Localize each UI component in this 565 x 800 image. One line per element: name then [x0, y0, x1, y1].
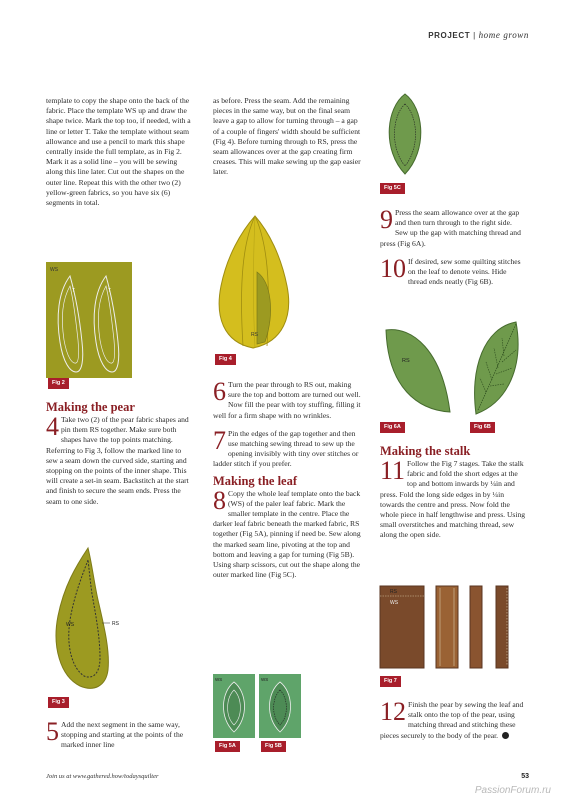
fig2-outer-template-2	[94, 276, 119, 372]
fig5b-label: Fig 5B	[261, 741, 286, 752]
fig4-rs-label: RS	[251, 332, 258, 338]
column-3-bottom	[380, 697, 526, 741]
watermark: PassionForum.ru	[474, 785, 551, 796]
fig2-outer-template-1	[58, 276, 83, 372]
col1-intro: template to copy the shape onto the back of the fabric. Place the template WS up and draw the shape twice. Mark the top too, if needed, with a line or letter T. Take the template without seam allowance and use a pencil to mark this shape centrally inside the full template, as in Fig 2. Mark it as a solid line – you will be sewing along this line later. Cut out the shapes on the outer line. Repeat this with the other two (2) yellow-green fabrics, so you have six (6) segments in total.	[46, 96, 191, 208]
fig4-label: Fig 4	[215, 354, 236, 365]
fig7-stage-3-halved	[470, 586, 482, 668]
step-9-text: Press the seam allowance over at the gap and then turn through to the right side. Sew up the gap with matching thread and press (Fig 6A).	[380, 208, 521, 248]
header-project: PROJECT	[428, 31, 471, 40]
step-10	[380, 253, 526, 288]
fig3-illustration	[46, 546, 136, 694]
fig2-t-label-2: T	[108, 288, 112, 294]
fig7-label: Fig 7	[380, 676, 401, 687]
step-5	[46, 717, 194, 751]
fig5c-illustration	[380, 90, 430, 178]
step-7-number: 7	[213, 425, 226, 455]
fig7-ws-label-1: WS	[390, 600, 399, 606]
step-9	[380, 205, 526, 249]
step-12	[380, 697, 526, 741]
page-number: 53	[521, 773, 529, 780]
step-8	[213, 485, 361, 581]
fig5c-drawing	[380, 90, 430, 178]
fig5c-leaf-cut	[389, 94, 421, 174]
step-12-number: 12	[380, 697, 406, 726]
fig2-label: Fig 2	[48, 378, 69, 389]
column-2	[213, 96, 361, 178]
step-6-number: 6	[213, 377, 226, 406]
column-1	[46, 96, 194, 208]
column-1-lower	[46, 396, 194, 507]
step-6-text: Turn the pear through to RS out, making sure the top and bottom are turned out well. Now fill the pear with toy stuffing, filling it well for a firm shape with no wrinkles.	[213, 380, 361, 420]
step-4-text: Take two (2) of the pear fabric shapes and pin them RS together. Make sure both shapes have the top points matching. Referring to Fig 3, follow the marked line to sew a seam down the curved side, starting and stopping on the points of the inner shape. This will create a set-in seam. Backstitch at the start and finish to secure the seam ends. Press the seam to one side.	[46, 415, 189, 506]
step-12-text: Finish the pear by sewing the leaf and stalk onto the top of the pear, using matching thread and stitching these pieces securely to the body of the pear.	[380, 700, 524, 740]
fig6b-leaf	[475, 322, 518, 414]
fig6a-rs-label: RS	[402, 358, 410, 364]
fig7-stalk-stages-drawing	[378, 584, 528, 672]
heading-making-the-leaf: Making the leaf	[213, 473, 298, 488]
fig5c-label: Fig 5C	[380, 183, 405, 194]
step-8-text: Copy the whole leaf template onto the back (WS) of the paler leaf fabric. Mark the smaller template in the centre. Place the darker leaf fabric beneath the marked fabric, RS together (Fig 5A), pinning if need be. Sew along the marked seam line, pivoting at the top and bottom and leaving a gap for turning (Fig 5B). Using sharp scissors, cut out the shape along the outer marked line (Fig 5C).	[213, 488, 361, 580]
step-5-text: Add the next segment in the same way, stopping and starting at the points of the marked inner line	[61, 720, 184, 750]
fig2-inner-template-1	[62, 286, 78, 363]
fig5a-leaf-outline	[223, 682, 244, 732]
step-5-number: 5	[46, 717, 59, 746]
fig5a-illustration	[213, 674, 255, 738]
footer-join-link[interactable]: Join us at www.gathered.how/todaysquilter	[46, 773, 159, 780]
fig3-ws-label: WS	[66, 622, 75, 628]
step-7-text: Pin the edges of the gap together and then use matching sewing thread to sew up the opening invisibly with tiny over stitches or ladder stitch if you prefer.	[213, 428, 359, 469]
fig2-ws-label: WS	[50, 267, 59, 273]
heading-making-the-stalk: Making the stalk	[380, 444, 471, 458]
fig2-inner-template-2	[98, 286, 114, 363]
fig4-pear-drawing	[213, 212, 297, 352]
fig6a-drawing	[378, 322, 456, 418]
fig5a-label: Fig 5A	[215, 741, 240, 752]
fig5b-ws-label: WS	[261, 677, 269, 682]
fig6a-illustration	[378, 322, 456, 418]
running-header	[428, 30, 529, 40]
column-2-lower	[213, 377, 361, 580]
col2-intro: as before. Press the seam. Add the remaining pieces in the same way, but on the final seam leave a gap to allow for turning through – a gap of a couple of fingers' width should be sufficient (Fig 4). Before turning through to RS, press the seam allowances over at the gap creating firm creases. This will make sewing up the gap easier later.	[213, 96, 361, 177]
fig7-stage-4-sewn	[496, 586, 508, 668]
fig4-illustration	[213, 212, 297, 352]
fig5b-drawing	[259, 674, 301, 738]
fig2-templates-drawing	[46, 262, 132, 378]
fig6b-label: Fig 6B	[470, 422, 495, 433]
fig2-illustration	[46, 262, 132, 378]
fig6b-drawing	[466, 318, 524, 418]
end-mark-icon	[502, 732, 509, 739]
step-11-number: 11	[380, 456, 406, 485]
fig3-rs-label: RS	[112, 621, 119, 627]
step-6	[213, 377, 361, 421]
step-9-number: 9	[380, 205, 393, 234]
step-10-text: If desired, sew some quilting stitches on the leaf to denote veins. Hide thread ends neatly (Fig 6B).	[408, 256, 521, 287]
fig6a-leaf	[386, 330, 450, 412]
fig7-illustration	[378, 584, 528, 672]
column-3	[380, 205, 526, 287]
fig3-pear-segment-drawing	[46, 546, 136, 694]
fig2-t-label-1: T	[72, 288, 76, 294]
step-8-number: 8	[213, 485, 226, 515]
header-separator: |	[473, 31, 476, 40]
step-4-number: 4	[46, 412, 59, 441]
column-3-lower	[380, 440, 526, 541]
heading-making-the-pear: Making the pear	[46, 400, 135, 414]
step-7	[213, 425, 361, 470]
step-4	[46, 412, 194, 507]
step-10-number: 10	[380, 253, 406, 283]
fig5a-ws-label: WS	[215, 677, 223, 682]
fig7-stage-2-folded	[436, 586, 458, 668]
fig6b-illustration	[466, 318, 524, 418]
fig7-rs-label-1: RS	[390, 589, 397, 595]
fig3-segment-shape	[56, 548, 108, 688]
fig7-stage-1-fabric	[380, 586, 424, 668]
step-11-text: Follow the Fig 7 stages. Take the stalk fabric and fold the short edges at the top and bottom inwards by ¼in and press. Fold the long side edges in by ¼in towards the centre and press. Now fold the whole piece in half lengthwise and press. Using small overstitches and matching thread, sew along the open side.	[380, 459, 526, 540]
column-1-bottom	[46, 717, 194, 751]
fig5a-drawing	[213, 674, 255, 738]
fig3-label: Fig 3	[48, 697, 69, 708]
header-section: home grown	[478, 30, 529, 40]
fig5b-leaf-outline	[269, 682, 290, 732]
step-11	[380, 456, 526, 541]
fig5b-illustration	[259, 674, 301, 738]
fig6a-label: Fig 6A	[380, 422, 405, 433]
